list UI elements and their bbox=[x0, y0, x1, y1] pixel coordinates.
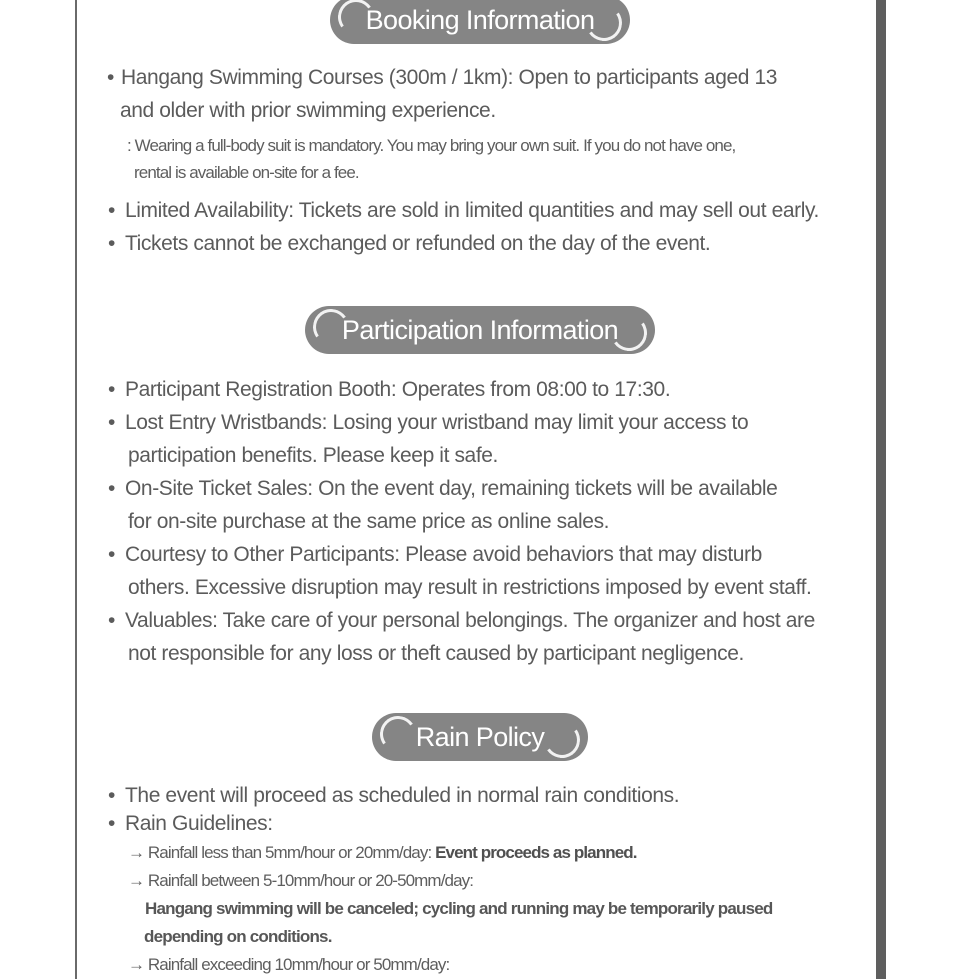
frame-border-right bbox=[876, 0, 886, 979]
frame-border-left bbox=[75, 0, 77, 979]
bullet-icon: • bbox=[108, 199, 115, 222]
booking-item-1-note-2: rental is available on-site for a fee. bbox=[134, 163, 359, 182]
bullet-icon: • bbox=[108, 609, 115, 632]
rain-item-1: The event will proceed as scheduled in normal rain conditions. bbox=[125, 784, 680, 807]
participation-item-5-line-2: not responsible for any loss or theft caused by participant negligence. bbox=[128, 642, 744, 665]
rain-guideline-2-result-line-1: Hangang swimming will be canceled; cycling and running may be temporarily paused bbox=[145, 899, 773, 918]
participation-title-text: Participation Information bbox=[341, 315, 619, 345]
rain-guideline-1 bbox=[128, 841, 637, 865]
participation-item-3-line-1: On-Site Ticket Sales: On the event day, remaining tickets will be available bbox=[125, 477, 778, 500]
participation-item-3-line-2: for on-site purchase at the same price as online sales. bbox=[128, 510, 610, 533]
rain-guideline-2-result-line-2: depending on conditions. bbox=[144, 927, 332, 946]
booking-item-2: Limited Availability: Tickets are sold in limited quantities and may sell out early. bbox=[125, 199, 819, 222]
booking-title-text: Booking Information bbox=[365, 5, 595, 35]
participation-item-4-line-1: Courtesy to Other Participants: Please avoid behaviors that may disturb bbox=[125, 543, 762, 566]
quote-close-icon bbox=[541, 719, 583, 761]
bullet-icon: • bbox=[108, 543, 115, 566]
bullet-icon: • bbox=[107, 66, 114, 89]
bullet-icon: • bbox=[108, 784, 115, 807]
booking-item-1-note-1: : Wearing a full-body suit is mandatory. You may bring your own suit. If you do not have one, bbox=[127, 136, 736, 155]
booking-section-title bbox=[330, 0, 630, 44]
bullet-icon: • bbox=[108, 477, 115, 500]
quote-open-icon bbox=[377, 713, 419, 755]
participation-item-1: Participant Registration Booth: Operates from 08:00 to 17:30. bbox=[125, 378, 671, 401]
booking-item-1-line-2: and older with prior swimming experience. bbox=[120, 99, 496, 122]
booking-item-1-line-1: Hangang Swimming Courses (300m / 1km): Open to participants aged 13 bbox=[121, 66, 778, 89]
rain-guideline-3: → Rainfall exceeding 10mm/hour or 50mm/day: bbox=[128, 955, 450, 974]
rain-item-2: Rain Guidelines: bbox=[125, 812, 273, 835]
participation-section-title bbox=[305, 306, 655, 354]
rain-guideline-1-result: Event proceeds as planned. bbox=[435, 843, 637, 862]
booking-item-3: Tickets cannot be exchanged or refunded on the day of the event. bbox=[125, 232, 711, 255]
participation-item-5-line-1: Valuables: Take care of your personal belongings. The organizer and host are bbox=[125, 609, 815, 632]
rain-title-text: Rain Policy bbox=[415, 722, 545, 752]
participation-item-2-line-1: Lost Entry Wristbands: Losing your wristband may limit your access to bbox=[125, 411, 749, 434]
participation-item-2-line-2: participation benefits. Please keep it safe. bbox=[128, 444, 498, 467]
rain-guideline-2: → Rainfall between 5-10mm/hour or 20-50mm/day: bbox=[128, 871, 474, 890]
bullet-icon: • bbox=[108, 411, 115, 434]
rain-section-title bbox=[372, 713, 588, 761]
rain-guideline-1-text: → Rainfall less than 5mm/hour or 20mm/day: bbox=[128, 843, 436, 862]
bullet-icon: • bbox=[108, 812, 115, 835]
participation-item-4-line-2: others. Excessive disruption may result in restrictions imposed by event staff. bbox=[128, 576, 812, 599]
bullet-icon: • bbox=[108, 232, 115, 255]
bullet-icon: • bbox=[108, 378, 115, 401]
